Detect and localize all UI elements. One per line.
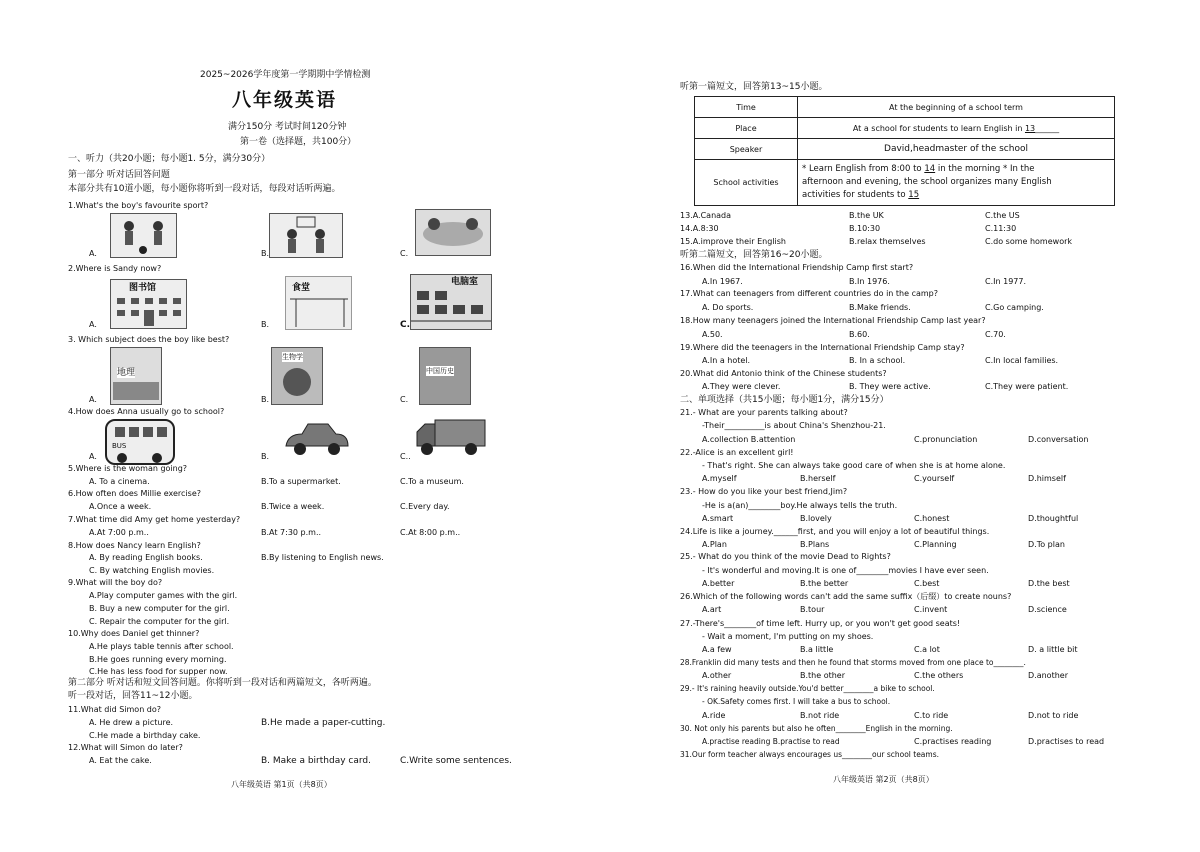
activities-line3: activities for students to [802, 190, 909, 200]
q3-option-c: C. [400, 395, 409, 404]
q25-option-b: B.the better [800, 579, 849, 588]
question-12: 12.What will Simon do later? [68, 743, 183, 752]
q11-option-a: A. He drew a picture. [89, 718, 174, 727]
q6-option-c: C.Every day. [400, 502, 450, 511]
q22-option-d: D.himself [1028, 474, 1066, 483]
q25-sentence: - It's wonderful and moving.It is one of________movies I have ever seen. [702, 566, 989, 575]
left-page-footer: 八年级英语 第1页（共8页） [231, 780, 332, 789]
q22-option-a: A.myself [702, 474, 737, 483]
q20-option-b: B. They were active. [849, 382, 931, 391]
question-17: 17.What can teenagers from different countries do in the camp? [680, 289, 938, 298]
table-speaker-value: David,headmaster of the school [798, 139, 1115, 160]
q28-option-c: C.the others [914, 671, 964, 680]
q12-option-c: C.Write some sentences. [400, 756, 512, 766]
q1-option-a: A. [89, 249, 97, 258]
activities-line1-end: in the morning * In the [935, 164, 1035, 174]
q8-option-a: A. By reading English books. [89, 553, 203, 562]
q17-option-b: B.Make friends. [849, 303, 911, 312]
q10-option-b: B.He goes running every morning. [89, 655, 227, 664]
biology-book-image [271, 347, 323, 405]
truck-image [413, 416, 488, 458]
q30-option-d: D.practises to read [1028, 737, 1105, 746]
table-place-value: At a school for students to learn English in [852, 123, 1025, 133]
question-27: 27.-There's________of time left. Hurry up, or you won't get good seats! [680, 619, 961, 628]
q16-option-c: C.In 1977. [985, 277, 1027, 286]
section-part1: 第一部分 听对话回答问题 [68, 170, 170, 180]
q7-option-b: B.At 7:30 p.m.. [261, 528, 322, 537]
q15-option-c: C.do some homework [985, 237, 1073, 246]
q30-option-ab: A.practise reading B.practise to read [702, 737, 840, 746]
q5-option-b: B.To a supermarket. [261, 477, 341, 486]
q15-option-a: 15.A.improve their English [680, 237, 786, 246]
q22-option-c: C.yourself [914, 474, 955, 483]
question-30: 30. Not only his parents but also he often________English in the morning. [680, 724, 953, 733]
q23-option-c: C.honest [914, 514, 950, 523]
q20-option-a: A.They were clever. [702, 382, 781, 391]
q6-option-a: A.Once a week. [89, 502, 152, 511]
activities-line2: afternoon and evening, the school organizes many English [802, 177, 1052, 187]
table-time-value: At the beginning of a school term [798, 97, 1115, 118]
blank-13: 13 [1024, 123, 1036, 133]
q24-option-c: C.Planning [914, 540, 957, 549]
history-book-image [419, 347, 471, 405]
q13-option-c: C.the US [985, 211, 1020, 220]
q23-sentence: -He is a(an)________boy.He always tells the truth. [702, 501, 898, 510]
question-7: 7.What time did Amy get home yesterday? [68, 515, 241, 524]
question-23: 23.- How do you like your best friend,Jim? [680, 487, 848, 496]
right-page-footer: 八年级英语 第2页（共8页） [833, 775, 934, 784]
question-9: 9.What will the boy do? [68, 578, 163, 587]
table-place-cell: At a school for students to learn English in 13______ [798, 118, 1115, 139]
part-heading: 第一卷（选择题，共100分） [240, 137, 357, 147]
q30-option-c: C.practises reading [914, 737, 992, 746]
computer-room-sign: 电脑室 [451, 277, 479, 287]
q12-option-b: B. Make a birthday card. [261, 756, 371, 766]
q26-option-c: C.invent [914, 605, 948, 614]
q29-option-d: D.not to ride [1028, 711, 1079, 720]
passage1-info-table [694, 96, 1115, 206]
biology-book-title: 生物学 [282, 353, 303, 361]
q15-option-b: B.relax themselves [849, 237, 926, 246]
computer-room-image [410, 274, 492, 330]
q19-option-a: A.In a hotel. [702, 356, 751, 365]
bus-sign: BUS [112, 442, 127, 450]
q24-option-b: B.Plans [800, 540, 830, 549]
q19-option-c: C.In local families. [985, 356, 1059, 365]
q18-option-c: C.70. [985, 330, 1006, 339]
q24-option-d: D.To plan [1028, 540, 1065, 549]
blank-14: 14 [924, 164, 936, 174]
q26-option-a: A.art [702, 605, 722, 614]
question-6: 6.How often does Millie exercise? [68, 489, 201, 498]
q3-option-b: B. [261, 395, 270, 404]
school-year: 2025~2026学年度第一学期期中学情检测 [200, 70, 371, 80]
q6-option-b: B.Twice a week. [261, 502, 325, 511]
blank-15: 15 [908, 190, 920, 200]
q28-option-b: B.the other [800, 671, 846, 680]
q4-option-b: B. [261, 452, 270, 461]
canteen-image [285, 276, 352, 330]
school-bus-image [105, 419, 175, 465]
q5-option-c: C.To a museum. [400, 477, 464, 486]
passage1-intro: 听第一篇短文，回答第13~15小题。 [680, 82, 828, 92]
q26-option-d: D.science [1028, 605, 1067, 614]
section-listening: 一、听力（共20小题；每小题1. 5分，满分30分） [68, 154, 271, 164]
table-time-key: Time [695, 97, 798, 118]
question-28: 28.Franklin did many tests and then he found that storms moved from one place to________. [680, 658, 1026, 667]
question-18: 18.How many teenagers joined the International Friendship Camp last year? [680, 316, 986, 325]
table-tennis-image [415, 209, 491, 256]
question-24: 24.Life is like a journey.______first, and you will enjoy a lot of beautiful things. [680, 527, 990, 536]
q27-option-c: C.a lot [914, 645, 940, 654]
question-19: 19.Where did the teenagers in the International Friendship Camp stay? [680, 343, 965, 352]
q21-option-d: D.conversation [1028, 435, 1089, 444]
library-building-image [110, 279, 187, 329]
q7-option-c: C.At 8:00 p.m.. [400, 528, 461, 537]
q8-option-c: C. By watching English movies. [89, 566, 215, 575]
question-11: 11.What did Simon do? [68, 705, 162, 714]
activities-line1: * Learn English from 8:00 to [802, 164, 925, 174]
table-speaker-key: Speaker [695, 139, 798, 160]
q22-option-b: B.herself [800, 474, 836, 483]
q25-option-c: C.best [914, 579, 940, 588]
q29-option-a: A.ride [702, 711, 726, 720]
section-part1-desc: 本部分共有10道小题，每小题你将听到一段对话，每段对话听两遍。 [68, 184, 341, 194]
q1-option-c: C. [400, 249, 409, 258]
q21-option-ab: A.collection B.attention [702, 435, 796, 444]
q27-option-b: B.a little [800, 645, 834, 654]
canteen-sign: 食堂 [292, 283, 311, 293]
q9-option-c: C. Repair the computer for the girl. [89, 617, 230, 626]
q21-sentence: -Their__________is about China's Shenzhou-21. [702, 421, 886, 430]
q28-option-a: A.other [702, 671, 732, 680]
question-16: 16.When did the International Friendship Camp first start? [680, 263, 914, 272]
q14-option-c: C.11:30 [985, 224, 1017, 233]
question-21: 21.- What are your parents talking about? [680, 408, 848, 417]
question-29: 29.- It's raining heavily outside.You'd better________a bike to school. [680, 684, 935, 693]
question-3: 3. Which subject does the boy like best? [68, 335, 230, 344]
section-part2: 第二部分 听对话和短文回答问题。你将听到一段对话和两篇短文，各听两遍。 [68, 678, 377, 688]
q20-option-c: C.They were patient. [985, 382, 1069, 391]
q3-option-a: A. [89, 395, 97, 404]
q17-option-c: C.Go camping. [985, 303, 1044, 312]
q9-option-b: B. Buy a new computer for the girl. [89, 604, 230, 613]
question-25: 25.- What do you think of the movie Dead to Rights? [680, 552, 891, 561]
q9-option-a: A.Play computer games with the girl. [89, 591, 238, 600]
car-image [282, 420, 352, 458]
q10-option-a: A.He plays table tennis after school. [89, 642, 234, 651]
q25-option-a: A.better [702, 579, 735, 588]
q18-option-a: A.50. [702, 330, 723, 339]
q13-option-b: B.the UK [849, 211, 884, 220]
geography-book-title: 地理 [117, 368, 136, 378]
library-sign: 图书馆 [129, 283, 157, 293]
q2-option-a: A. [89, 320, 97, 329]
q26-option-b: B.tour [800, 605, 825, 614]
question-10: 10.Why does Daniel get thinner? [68, 629, 200, 638]
q29-option-b: B.not ride [800, 711, 840, 720]
basketball-players-image [269, 213, 343, 258]
q7-option-a: A.At 7:00 p.m.. [89, 528, 149, 537]
q11-option-b: B.He made a paper-cutting. [261, 718, 386, 728]
q21-option-c: C.pronunciation [914, 435, 978, 444]
q2-option-b: B. [261, 320, 270, 329]
page-title: 八年级英语 [232, 89, 338, 111]
q23-option-d: D.thoughtful [1028, 514, 1079, 523]
q24-option-a: A.Plan [702, 540, 727, 549]
question-26: 26.Which of the following words can't add the same suffix（后缀）to create nouns? [680, 592, 1012, 601]
table-activities-key: School activities [695, 160, 798, 206]
q27-sentence: - Wait a moment, I'm putting on my shoes. [702, 632, 874, 641]
question-5: 5.Where is the woman going? [68, 464, 188, 473]
q19-option-b: B. In a school. [849, 356, 906, 365]
q4-option-a: A. [89, 452, 97, 461]
q29-sentence: - OK.Safety comes first. I will take a bus to school. [702, 697, 891, 706]
question-1: 1.What's the boy's favourite sport? [68, 201, 209, 210]
table-activities-cell [798, 160, 1115, 206]
q2-option-c: C. [400, 320, 411, 330]
geography-book-image [110, 347, 162, 405]
score-time: 满分150分 考试时间120分钟 [228, 122, 347, 132]
q28-option-d: D.another [1028, 671, 1068, 680]
q16-option-b: B.In 1976. [849, 277, 890, 286]
q10-option-c: C.He has less food for supper now. [89, 667, 228, 676]
question-2: 2.Where is Sandy now? [68, 264, 162, 273]
table-place-key: Place [695, 118, 798, 139]
question-8: 8.How does Nancy learn English? [68, 541, 201, 550]
passage2-intro: 听第二篇短文，回答第16~20小题。 [680, 250, 828, 260]
q5-option-a: A. To a cinema. [89, 477, 150, 486]
q29-option-c: C.to ride [914, 711, 949, 720]
section-multiple-choice: 二、单项选择（共15小题；每小题1分，满分15分） [680, 395, 889, 405]
q14-option-a: 14.A.8:30 [680, 224, 719, 233]
q27-option-d: D. a little bit [1028, 645, 1078, 654]
q4-option-c: C.. [400, 452, 411, 461]
question-31: 31.Our form teacher always encourages us________our school teams. [680, 750, 939, 759]
q11-option-c: C.He made a birthday cake. [89, 731, 201, 740]
q1-option-b: B. [261, 249, 270, 258]
q12-option-a: A. Eat the cake. [89, 756, 152, 765]
history-book-title: 中国历史 [426, 367, 454, 375]
question-20: 20.What did Antonio think of the Chinese students? [680, 369, 887, 378]
q23-option-a: A.smart [702, 514, 734, 523]
question-4: 4.How does Anna usually go to school? [68, 407, 225, 416]
q25-option-d: D.the best [1028, 579, 1070, 588]
q18-option-b: B.60. [849, 330, 870, 339]
q17-option-a: A. Do sports. [702, 303, 754, 312]
q14-option-b: B.10:30 [849, 224, 881, 233]
q8-option-b: B.By listening to English news. [261, 553, 384, 562]
q23-option-b: B.lovely [800, 514, 832, 523]
q27-option-a: A.a few [702, 645, 732, 654]
q16-option-a: A.In 1967. [702, 277, 743, 286]
question-22: 22.-Alice is an excellent girl! [680, 448, 794, 457]
q13-option-a: 13.A.Canada [680, 211, 732, 220]
section-part2-sub: 听一段对话，回答11~12小题。 [68, 691, 198, 701]
q22-sentence: - That's right. She can always take good care of when she is at home alone. [702, 461, 1006, 470]
soccer-players-image [110, 213, 177, 258]
